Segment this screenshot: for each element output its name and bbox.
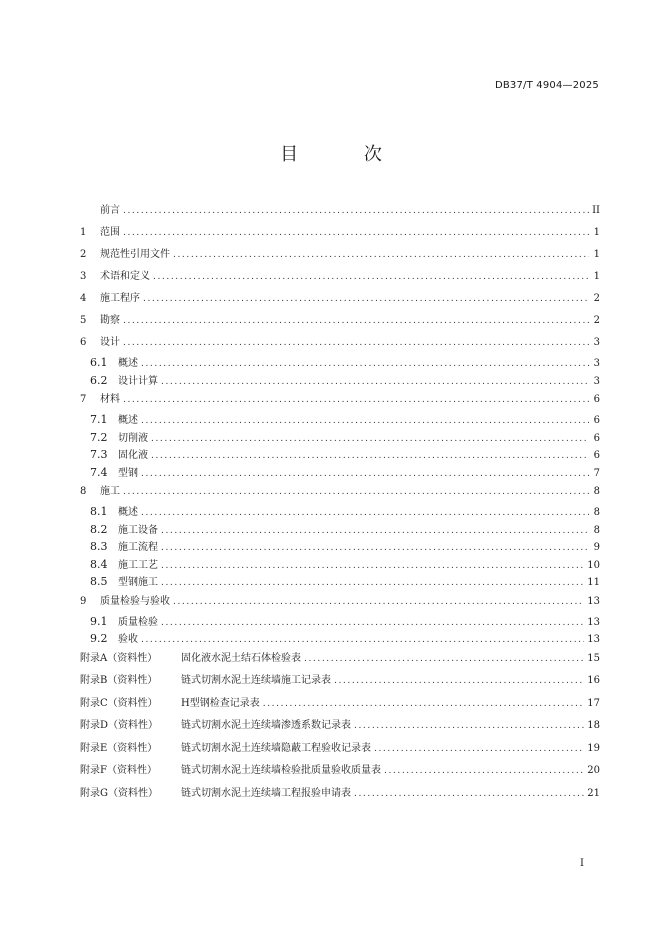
table-of-contents [80, 200, 600, 805]
toc-entry[interactable] [80, 354, 600, 372]
toc-entry-page: 13 [587, 634, 600, 645]
toc-entry[interactable] [80, 738, 600, 761]
toc-entry[interactable] [80, 693, 600, 716]
page-number: I [580, 858, 584, 869]
toc-entry-number: 8 [80, 486, 87, 497]
toc-entry-label: 验收 [118, 634, 138, 645]
toc-entry-label: 质量检验 [118, 616, 158, 628]
dot-leader [173, 244, 589, 266]
toc-entry-label: 概述 [118, 415, 138, 426]
dot-leader [123, 200, 589, 222]
dot-leader [304, 648, 584, 671]
toc-entry-page: 13 [587, 595, 600, 607]
toc-entry[interactable] [80, 613, 600, 631]
toc-entry-label: 固化液 [118, 450, 148, 461]
toc-entry-page: 3 [593, 337, 600, 348]
toc-entry-number: 6 [80, 337, 87, 348]
dot-leader [161, 540, 589, 558]
toc-entry-page: 3 [593, 358, 600, 369]
toc-entry-number: 4 [80, 293, 87, 304]
toc-entry-page: 19 [587, 742, 600, 754]
dot-leader [123, 332, 589, 354]
toc-entry-number: 附录G（资料性） [80, 787, 158, 799]
toc-entry-label: 型钢 [118, 467, 138, 479]
toc-entry[interactable] [80, 411, 600, 429]
dot-leader [151, 431, 589, 449]
dot-leader [263, 693, 585, 716]
dot-leader [161, 558, 584, 576]
toc-entry[interactable] [80, 648, 600, 671]
toc-entry-label: 施工程序 [100, 293, 140, 304]
page-title: 目 次 [280, 144, 412, 165]
toc-entry-number: 6.2 [90, 373, 108, 387]
toc-entry-page: 7 [593, 467, 600, 479]
toc-entry-page: 8 [593, 507, 600, 518]
toc-entry-page: II [592, 205, 600, 216]
toc-entry-label: 术语和定义 [100, 271, 150, 282]
toc-entry-number: 9.1 [90, 614, 108, 628]
toc-entry[interactable] [80, 372, 600, 390]
toc-entry[interactable] [80, 200, 600, 222]
toc-entry-label: 设计 [100, 337, 120, 348]
toc-entry-label: H型钢检查记录表 [181, 697, 260, 709]
toc-entry-number: 附录E（资料性） [80, 742, 158, 754]
toc-entry[interactable] [80, 389, 600, 411]
toc-entry-number: 5 [80, 315, 87, 326]
dot-leader [334, 670, 584, 693]
toc-entry[interactable] [80, 538, 600, 556]
toc-entry[interactable] [80, 715, 600, 738]
toc-entry-label: 施工设备 [118, 524, 158, 536]
toc-entry[interactable] [80, 332, 600, 354]
toc-entry-page: 6 [593, 432, 600, 444]
toc-entry-page: 17 [587, 697, 600, 709]
toc-entry-number: 7.3 [90, 448, 108, 461]
toc-entry-number: 附录F（资料性） [80, 765, 157, 776]
toc-entry[interactable] [80, 783, 600, 806]
toc-entry-page: 1 [593, 271, 600, 282]
toc-entry-page: 16 [587, 675, 600, 686]
toc-entry-page: 9 [593, 542, 600, 553]
dot-leader [161, 523, 589, 541]
toc-entry-number: 7 [80, 394, 87, 405]
toc-entry-page: 8 [593, 524, 600, 536]
toc-entry-label: 概述 [118, 507, 138, 518]
toc-entry-page: 15 [587, 652, 600, 664]
toc-entry[interactable] [80, 446, 600, 464]
toc-entry-page: 8 [593, 486, 600, 497]
toc-entry-page: 1 [593, 227, 600, 238]
toc-entry[interactable] [80, 591, 600, 613]
toc-entry-label: 设计计算 [118, 375, 158, 387]
toc-entry-label: 链式切割水泥土连续墙施工记录表 [181, 675, 331, 686]
toc-entry[interactable] [80, 429, 600, 447]
toc-entry[interactable] [80, 244, 600, 266]
dot-leader [141, 356, 589, 374]
toc-entry[interactable] [80, 670, 600, 693]
toc-entry-number: 7.2 [90, 430, 108, 444]
dot-leader [173, 591, 584, 613]
toc-entry[interactable] [80, 266, 600, 288]
toc-entry-label: 规范性引用文件 [100, 249, 170, 260]
toc-entry-number: 8.5 [90, 575, 108, 588]
toc-entry-number: 9 [80, 595, 87, 607]
dot-leader [141, 413, 589, 431]
toc-entry-label: 范围 [100, 227, 120, 238]
toc-entry-label: 链式切割水泥土连续墙渗透系数记录表 [181, 720, 351, 731]
dot-leader [141, 505, 589, 523]
toc-entry-page: 3 [593, 375, 600, 387]
dot-leader [143, 288, 589, 310]
toc-entry[interactable] [80, 310, 600, 332]
toc-entry-page: 6 [593, 450, 600, 461]
toc-entry-label: 施工流程 [118, 542, 158, 553]
toc-entry-label: 型钢施工 [118, 577, 158, 588]
dot-leader [354, 715, 584, 738]
toc-entry-number: 8.2 [90, 522, 108, 536]
toc-entry-number: 8.3 [90, 540, 108, 553]
dot-leader [123, 481, 589, 503]
toc-entry-page: 2 [593, 315, 600, 326]
toc-entry-page: 10 [587, 559, 600, 571]
toc-entry-label: 材料 [100, 394, 120, 405]
document-code: DB37/T 4904—2025 [494, 80, 599, 91]
dot-leader [123, 389, 589, 411]
toc-entry-number: 3 [80, 271, 87, 282]
toc-entry-label: 施工 [100, 486, 120, 497]
toc-entry-number: 1 [80, 227, 87, 238]
toc-entry-number: 9.2 [90, 632, 108, 645]
toc-entry-label: 链式切割水泥土连续墙工程报验申请表 [181, 787, 351, 799]
toc-entry-page: 21 [587, 787, 600, 799]
toc-entry[interactable] [80, 464, 600, 482]
toc-entry-page: 20 [587, 765, 600, 776]
toc-entry-page: 11 [587, 577, 600, 588]
toc-entry-number: 附录C（资料性） [80, 697, 158, 709]
toc-entry-number: 6.1 [90, 356, 108, 369]
toc-entry-label: 链式切割水泥土连续墙隐蔽工程验收记录表 [181, 742, 371, 754]
toc-entry-number: 附录A（资料性） [80, 652, 158, 664]
toc-entry-label: 质量检验与验收 [100, 595, 170, 607]
toc-entry-page: 18 [587, 720, 600, 731]
toc-entry-number: 7.4 [90, 465, 108, 479]
toc-entry[interactable] [80, 630, 600, 648]
toc-entry-label: 固化液水泥土结石体检验表 [181, 652, 301, 664]
toc-entry[interactable] [80, 521, 600, 539]
dot-leader [374, 738, 584, 761]
dot-leader [151, 448, 589, 466]
toc-entry-number: 7.1 [90, 413, 108, 426]
toc-entry[interactable] [80, 760, 600, 783]
toc-entry-number: 附录D（资料性） [80, 720, 159, 731]
toc-entry-page: 13 [587, 616, 600, 628]
toc-entry[interactable] [80, 481, 600, 503]
dot-leader [123, 310, 589, 332]
dot-leader [384, 760, 584, 783]
toc-entry-label: 链式切割水泥土连续墙检验批质量验收质量表 [181, 765, 381, 776]
toc-entry-label: 勘察 [100, 315, 120, 326]
toc-entry-page: 6 [593, 415, 600, 426]
toc-entry-page: 1 [593, 249, 600, 260]
toc-entry-number: 2 [80, 249, 87, 260]
toc-entry-number: 8.4 [90, 557, 108, 571]
toc-entry-label: 切削液 [118, 432, 148, 444]
toc-entry-label: 概述 [118, 358, 138, 369]
toc-entry-number: 8.1 [90, 505, 108, 518]
toc-entry[interactable] [80, 222, 600, 244]
toc-entry-number: 附录B（资料性） [80, 675, 158, 686]
dot-leader [123, 222, 589, 244]
toc-entry[interactable] [80, 573, 600, 591]
toc-entry-page: 6 [593, 394, 600, 405]
toc-entry[interactable] [80, 503, 600, 521]
toc-entry-page: 2 [593, 293, 600, 304]
dot-leader [354, 783, 584, 806]
toc-entry-label: 前言 [100, 205, 120, 216]
toc-entry[interactable] [80, 288, 600, 310]
toc-entry[interactable] [80, 556, 600, 574]
dot-leader [153, 266, 589, 288]
toc-entry-label: 施工工艺 [118, 559, 158, 571]
dot-leader [161, 615, 584, 633]
